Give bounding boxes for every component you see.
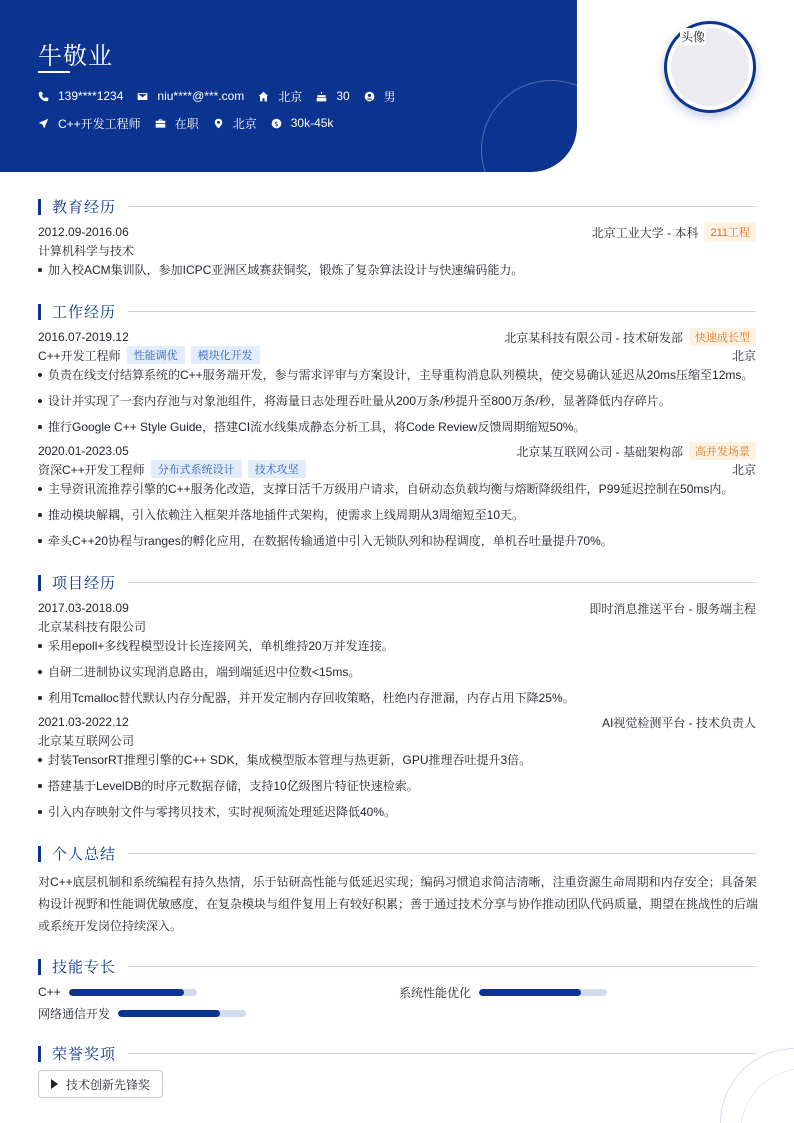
section-marker xyxy=(38,846,41,862)
skill-name: 系统性能优化 xyxy=(399,985,472,1000)
work-header-row xyxy=(38,443,756,459)
project-bullet xyxy=(38,638,760,654)
project-bullet xyxy=(38,752,760,768)
project-bullet xyxy=(38,690,760,706)
target-city-info xyxy=(213,115,257,131)
phone-info xyxy=(38,88,123,104)
work-skill-tag: 性能调优 xyxy=(127,346,185,364)
status-value: 在职 xyxy=(174,116,199,131)
bullet-text: 推行Google C++ Style Guide，搭建CI流水线集成静态分析工具，将Code Review反馈周期缩短50%。 xyxy=(48,420,586,434)
education-school: 北京工业大学 - 本科 xyxy=(591,225,699,240)
work-skill-tag: 分布式系统设计 xyxy=(151,460,242,478)
section-divider xyxy=(128,311,756,312)
section-divider xyxy=(128,1053,756,1054)
section-title-skills xyxy=(38,956,756,977)
send-icon xyxy=(38,118,49,129)
section-title-text: 教育经历 xyxy=(52,199,117,216)
section-marker xyxy=(38,199,41,215)
work-bullet xyxy=(38,393,760,409)
status-info xyxy=(155,115,199,131)
email-info xyxy=(137,88,244,104)
section-divider xyxy=(128,582,756,583)
briefcase-icon xyxy=(155,118,166,129)
section-title-summary xyxy=(38,843,756,864)
skill-item xyxy=(38,984,197,1000)
job-intent-row xyxy=(38,115,347,131)
cake-icon xyxy=(316,91,327,102)
work-city: 北京 xyxy=(731,462,756,477)
header-decoration-circle xyxy=(481,80,577,172)
project-name: AI视觉检测平台 - 技术负责人 xyxy=(601,715,756,730)
summary-text: 对C++底层机制和系统编程有持久热情，乐于钻研高性能与低延迟实现；编码习惯追求简洁清晰，注重资源生命周期和内存安全；具备架构设计视野和性能调优敏感度，在复杂模块与组件复用上有较好积累；善于通过技术分享与协作推动团队代码质量，期望在挑战性的后端或系统开发岗位持续深入。 xyxy=(38,875,759,933)
section-marker xyxy=(38,1046,41,1062)
gender-info xyxy=(364,88,396,104)
work-bullet xyxy=(38,367,760,383)
avatar xyxy=(664,21,756,113)
section-title-text: 技能专长 xyxy=(52,959,117,976)
user-icon xyxy=(364,91,375,102)
work-company: 北京某科技有限公司 - 技术研发部 xyxy=(504,330,683,345)
salary-info xyxy=(271,115,334,131)
bullet-text: 设计并实现了一套内存池与对象池组件，将海量日志处理吞吐量从200万条/秒提升至800万条/秒，显著降低内存碎片。 xyxy=(48,394,671,408)
work-title-group xyxy=(38,346,260,364)
work-company-group xyxy=(504,328,756,346)
gender-value: 男 xyxy=(383,89,396,104)
honor-name: 技术创新先锋奖 xyxy=(66,1077,151,1092)
section-marker xyxy=(38,575,41,591)
work-title-row xyxy=(38,347,756,363)
home-icon xyxy=(258,91,269,102)
bullet-dot xyxy=(38,690,48,706)
section-marker xyxy=(38,304,41,320)
project-company: 北京某互联网公司 xyxy=(38,733,135,748)
education-bullet xyxy=(38,262,760,278)
work-header-row xyxy=(38,329,756,345)
education-major: 计算机科学与技术 xyxy=(38,243,135,258)
email-icon xyxy=(137,91,148,102)
skill-level-fill xyxy=(479,989,581,996)
bullet-text: 自研二进制协议实现消息路由，端到端延迟中位数<15ms。 xyxy=(48,665,361,679)
bullet-dot xyxy=(38,507,48,523)
email-value: niu****@***.com xyxy=(157,89,245,103)
section-divider xyxy=(128,966,756,967)
bullet-dot xyxy=(38,367,48,383)
age-value: 30 xyxy=(336,89,350,103)
education-period: 2012.09-2016.06 xyxy=(38,225,129,239)
project-name: 即时消息推送平台 - 服务端主程 xyxy=(589,601,756,616)
play-icon xyxy=(51,1079,58,1089)
section-marker xyxy=(38,959,41,975)
svg-text:$: $ xyxy=(274,120,279,128)
work-title: C++开发工程师 xyxy=(38,348,121,363)
target-role-value: C++开发工程师 xyxy=(58,116,141,131)
resume-header xyxy=(0,0,577,172)
section-title-text: 项目经历 xyxy=(52,575,117,592)
work-period: 2020.01-2023.05 xyxy=(38,444,129,458)
bullet-text: 主导资讯流推荐引擎的C++服务化改造，支撑日活千万级用户请求，自研动态负载均衡与熔断降级组件，P99延迟控制在50ms内。 xyxy=(48,482,734,496)
education-school-tag: 211工程 xyxy=(704,223,756,241)
work-bullet xyxy=(38,419,760,435)
work-bullet xyxy=(38,533,760,549)
project-bullet xyxy=(38,664,760,680)
bullet-dot xyxy=(38,481,48,497)
section-title-text: 个人总结 xyxy=(52,846,117,863)
money-icon xyxy=(271,118,282,129)
bullet-dot xyxy=(38,533,48,549)
bullet-dot xyxy=(38,664,48,680)
target-role-info xyxy=(38,115,141,131)
bullet-text: 负责在线支付结算系统的C++服务端开发，参与需求评审与方案设计，主导重构消息队列模块，使交易确认延迟从20ms压缩至12ms。 xyxy=(48,368,754,382)
bullet-dot xyxy=(38,638,48,654)
work-company: 北京某互联网公司 - 基础架构部 xyxy=(516,444,683,459)
bullet-dot xyxy=(38,752,48,768)
age-info xyxy=(316,88,349,104)
project-bullet xyxy=(38,778,760,794)
section-title-work xyxy=(38,301,756,322)
honor-badge xyxy=(38,1070,163,1098)
skill-name: C++ xyxy=(38,985,61,999)
bullet-dot xyxy=(38,804,48,820)
hometown-value: 北京 xyxy=(278,89,303,104)
skill-level-fill xyxy=(69,989,184,996)
location-icon xyxy=(213,118,224,129)
bullet-text: 封装TensorRT推理引擎的C++ SDK，集成模型版本管理与热更新，GPU推理吞吐提升3倍。 xyxy=(48,753,532,767)
bullet-text: 推动模块解耦，引入依赖注入框架并落地插件式架构，使需求上线周期从3周缩短至10天。 xyxy=(48,508,525,522)
hometown-info xyxy=(258,88,302,104)
project-header-row xyxy=(38,600,756,616)
section-title-education xyxy=(38,196,756,217)
bullet-dot xyxy=(38,393,48,409)
salary-value: 30k-45k xyxy=(290,116,334,130)
section-title-text: 荣誉奖项 xyxy=(52,1046,117,1063)
section-title-projects xyxy=(38,572,756,593)
bullet-dot xyxy=(38,778,48,794)
work-company-group xyxy=(516,442,756,460)
work-title-row xyxy=(38,461,756,477)
work-city: 北京 xyxy=(731,348,756,363)
bullet-text: 利用Tcmalloc替代默认内存分配器，并开发定制内存回收策略，杜绝内存泄漏，内存占用下降25%。 xyxy=(48,691,575,705)
bullet-text: 加入校ACM集训队，参加ICPC亚洲区域赛获铜奖，锻炼了复杂算法设计与快速编码能力。 xyxy=(48,263,524,277)
skill-level-track xyxy=(118,1010,246,1017)
project-company-row xyxy=(38,618,756,634)
skill-name: 网络通信开发 xyxy=(38,1006,111,1021)
project-company: 北京某科技有限公司 xyxy=(38,619,147,634)
skill-level-track xyxy=(69,989,197,996)
section-title-honors xyxy=(38,1043,756,1064)
education-header-row xyxy=(38,224,756,240)
work-skill-tag: 模块化开发 xyxy=(191,346,260,364)
target-city-value: 北京 xyxy=(232,116,257,131)
skill-item xyxy=(399,984,607,1000)
bullet-text: 搭建基于LevelDB的时序元数据存储，支持10亿级图片特征快速检索。 xyxy=(48,779,419,793)
phone-icon xyxy=(38,91,49,102)
skill-item xyxy=(38,1005,246,1021)
work-bullet xyxy=(38,481,760,497)
skill-level-fill xyxy=(118,1010,220,1017)
bullet-dot xyxy=(38,419,48,435)
project-company-row xyxy=(38,732,756,748)
work-company-tag: 高并发场景 xyxy=(689,442,756,460)
name-underline xyxy=(38,71,70,73)
bullet-text: 引入内存映射文件与零拷贝技术，实时视频流处理延迟降低40%。 xyxy=(48,805,397,819)
project-period: 2021.03-2022.12 xyxy=(38,715,129,729)
candidate-name: 牛敬业 xyxy=(38,43,113,70)
work-company-tag: 快速成长型 xyxy=(689,328,756,346)
education-school-group xyxy=(592,223,756,241)
phone-value: 139****1234 xyxy=(58,89,124,103)
section-divider xyxy=(128,206,756,207)
bullet-text: 采用epoll+多线程模型设计长连接网关，单机维持20万并发连接。 xyxy=(48,639,394,653)
project-bullet xyxy=(38,804,760,820)
bullet-dot xyxy=(38,262,48,278)
skill-level-track xyxy=(479,989,607,996)
work-period: 2016.07-2019.12 xyxy=(38,330,129,344)
basic-info-row xyxy=(38,88,410,104)
project-header-row xyxy=(38,714,756,730)
work-skill-tag: 技术攻坚 xyxy=(248,460,306,478)
section-title-text: 工作经历 xyxy=(52,304,117,321)
work-bullet xyxy=(38,507,760,523)
education-major-row xyxy=(38,242,756,258)
bullet-text: 牵头C++20协程与ranges的孵化应用，在数据传输通道中引入无锁队列和协程调度，单机吞吐量提升70%。 xyxy=(48,534,613,548)
avatar-alt-text: 头像 xyxy=(681,30,706,44)
project-period: 2017.03-2018.09 xyxy=(38,601,129,615)
work-title-group xyxy=(38,460,306,478)
section-divider xyxy=(128,853,756,854)
work-title: 资深C++开发工程师 xyxy=(38,462,145,477)
